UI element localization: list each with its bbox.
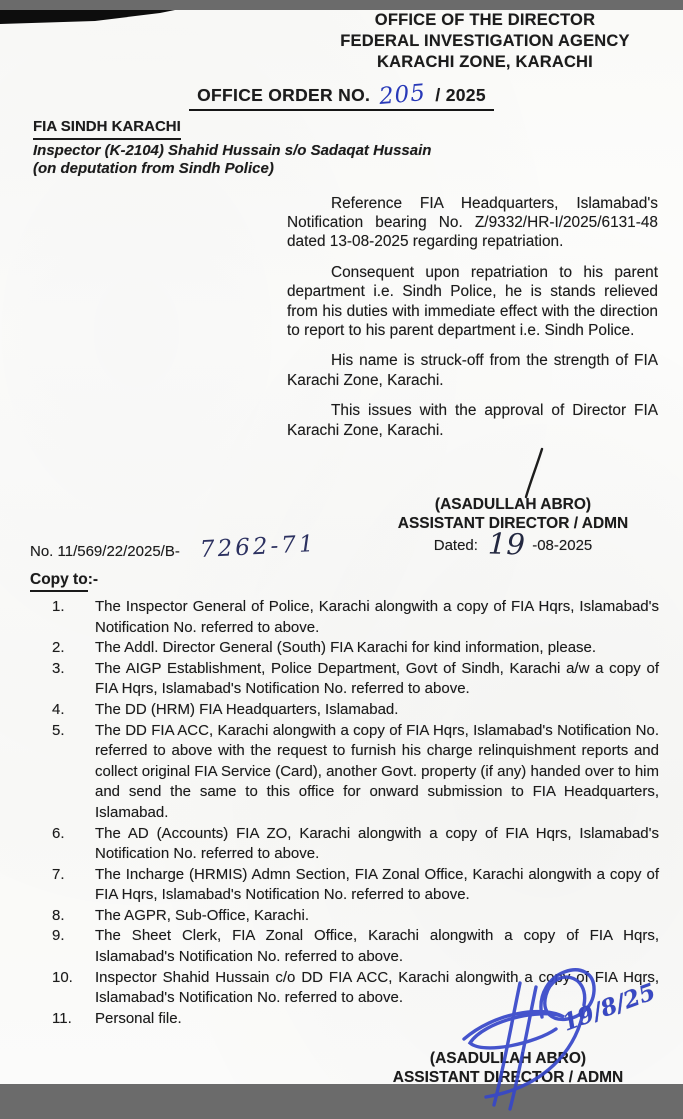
signature-block-mid: [30, 451, 653, 564]
reference-number-line: [30, 530, 318, 564]
date-suffix: -08-2025: [532, 536, 593, 554]
scanned-office-order-page: [0, 10, 683, 1087]
copy-to-item-text: Inspector Shahid Hussain c/o DD FIA ACC, Karachi alongwith a copy of FIA Hqrs, Islamabad's Notification No. referred to above.: [95, 968, 659, 1007]
signature-block-bottom: [358, 978, 660, 1087]
copy-to-item: [0, 824, 659, 865]
copy-to-item-number: 4.: [52, 700, 65, 718]
addressee-office: FIA SINDH KARACHI: [33, 118, 181, 140]
copy-to-item-number: 2.: [52, 639, 65, 657]
footer-signatory-designation: ASSISTANT DIRECTOR / ADMN: [392, 1069, 624, 1087]
copy-to-item-number: 1.: [52, 597, 65, 615]
letterhead-line-2: FEDERAL INVESTIGATION AGENCY: [340, 32, 630, 50]
paragraph-reference: Reference FIA Headquarters, Islamabad's Notification bearing No. Z/9332/HR-I/2025/6131-48 dated 13-08-2025 regarding repatriation.: [287, 194, 658, 251]
copy-to-item-text: The Inspector General of Police, Karachi alongwith a copy of FIA Hqrs, Islamabad's Notification No. referred to above.: [95, 597, 659, 636]
handwritten-day: 19: [487, 526, 526, 562]
copy-to-item: [0, 1009, 659, 1030]
copy-to-item-text: The AGPR, Sub-Office, Karachi.: [95, 906, 309, 924]
copy-to-item-number: 6.: [52, 824, 65, 842]
paragraph-approval: This issues with the approval of Director FIA Karachi Zone, Karachi.: [287, 402, 658, 439]
letterhead-line-3: KARACHI ZONE, KARACHI: [377, 53, 593, 71]
dated-line: [373, 526, 653, 562]
order-title-suffix: / 2025: [435, 85, 486, 105]
copy-to-item: [0, 926, 659, 967]
reference-number-label: No. 11/569/22/2025/B-: [30, 542, 180, 560]
addressee-block: [33, 118, 683, 179]
dated-label: Dated:: [433, 536, 478, 554]
copy-to-item-text: The DD FIA ACC, Karachi alongwith a copy of FIA Hqrs, Islamabad's Notification No. referred to above with the request to furnish his charge relinquishment reports and collect original FIA Service (Card), another Govt. property (if any) handed over to him and send the same to this office for onward submission to FIA Headquarters, Islamabad.: [95, 721, 659, 821]
paragraph-relieved: Consequent upon repatriation to his parent department i.e. Sindh Police, he is stands relieved from his duties with immediate effect with the direction to report to his parent department i.e. Sindh Police.: [287, 263, 658, 339]
scan-artifact: [0, 10, 180, 25]
handwritten-signature-date: 19/8/25: [558, 978, 660, 1038]
copy-to-item-text: The DD (HRM) FIA Headquarters, Islamabad.: [95, 700, 399, 718]
signatory-name: (ASADULLAH ABRO): [434, 495, 592, 513]
copy-to-item: [0, 968, 659, 1009]
copy-to-item: [0, 865, 659, 906]
body-paragraphs: [287, 194, 658, 440]
copy-to-item-number: 10.: [52, 968, 73, 986]
copy-to-heading: Copy to:-: [30, 571, 683, 592]
handwritten-reference-number: 7262-71: [199, 530, 318, 564]
copy-to-item-number: 9.: [52, 927, 65, 945]
copy-to-item-number: 5.: [52, 721, 65, 739]
copy-to-item: [0, 659, 659, 700]
copy-to-item-text: Personal file.: [95, 1009, 182, 1027]
copy-to-item-number: 8.: [52, 906, 65, 924]
copy-to-list: [0, 597, 659, 1029]
order-title: [0, 81, 683, 111]
paragraph-struck-off: His name is struck-off from the strength of FIA Karachi Zone, Karachi.: [287, 352, 658, 389]
copy-to-item-text: The Addl. Director General (South) FIA Karachi for kind information, please.: [95, 639, 597, 657]
addressee-deputation: (on deputation from Sindh Police): [33, 160, 274, 177]
addressee-officer: Inspector (K-2104) Shahid Hussain s/o Sadaqat Hussain: [33, 141, 432, 159]
copy-to-item: [0, 721, 659, 824]
letterhead-line-1: OFFICE OF THE DIRECTOR: [374, 11, 596, 29]
copy-to-item: [0, 597, 659, 638]
copy-to-item-number: 7.: [52, 865, 65, 883]
copy-to-item-number: 3.: [52, 659, 65, 677]
copy-to-item: [0, 906, 659, 927]
handwritten-order-number: 205: [378, 80, 428, 110]
copy-to-item-text: The Sheet Clerk, FIA Zonal Office, Karachi alongwith a copy of FIA Hqrs, Islamabad's Notification No. referred to above.: [95, 927, 659, 966]
order-title-prefix: OFFICE ORDER NO.: [197, 85, 371, 105]
signature-slash: [521, 447, 547, 499]
copy-to-item: [0, 700, 659, 721]
copy-to-item-text: The AD (Accounts) FIA ZO, Karachi alongwith a copy of FIA Hqrs, Islamabad's Notification No. referred to above.: [95, 824, 659, 863]
footer-signatory-name: (ASADULLAH ABRO): [429, 1050, 587, 1068]
copy-to-item-text: The Incharge (HRMIS) Admn Section, FIA Zonal Office, Karachi alongwith a copy of FIA Hqrs, Islamabad's Notification No. referred to above.: [95, 865, 659, 904]
copy-to-item: [0, 638, 659, 659]
copy-to-item-text: The AIGP Establishment, Police Department, Govt of Sindh, Karachi a/w a copy of FIA Hqrs, Islamabad's Notification No. referred to above.: [95, 659, 659, 698]
signatory-designation: ASSISTANT DIRECTOR / ADMN: [397, 514, 629, 532]
copy-to-item-number: 11.: [52, 1009, 72, 1027]
letterhead: [315, 10, 655, 73]
